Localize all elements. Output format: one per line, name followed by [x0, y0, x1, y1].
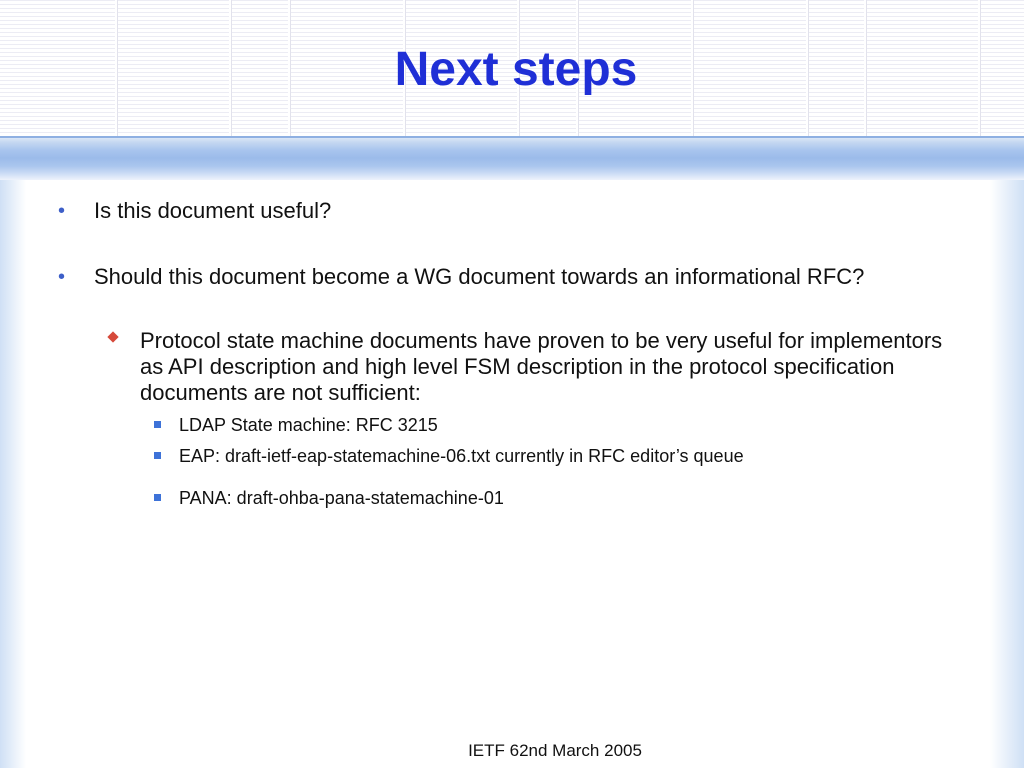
sub-bullet-text: Protocol state machine documents have proven to be very useful for implementors as API description and high level FSM description in the protocol specification documents are not sufficient:	[140, 328, 943, 405]
bullet-item	[58, 264, 934, 290]
sub-sub-bullet-text: PANA: draft-ohba-pana-statemachine-01	[179, 488, 504, 508]
slide-title: Next steps	[394, 43, 638, 96]
bullet-text: Should this document become a WG document towards an informational RFC?	[94, 264, 865, 289]
sub-sub-bullet-text: EAP: draft-ietf-eap-statemachine-06.txt currently in RFC editor’s queue	[179, 446, 744, 466]
bullet-item	[58, 198, 934, 224]
slide-footer: IETF 62nd March 2005	[468, 741, 642, 760]
bullet-text: Is this document useful?	[94, 198, 332, 223]
dot-bullet-icon: •	[58, 200, 66, 222]
sub-sub-bullet-item	[179, 487, 959, 509]
square-bullet-icon	[154, 421, 161, 428]
sub-sub-bullet-text: LDAP State machine: RFC 3215	[179, 415, 438, 435]
sub-bullet-item	[140, 328, 960, 406]
sub-sub-bullet-item	[179, 445, 959, 467]
diamond-bullet-icon	[107, 331, 118, 342]
sub-sub-bullet-item	[179, 414, 959, 436]
dot-bullet-icon: •	[58, 266, 66, 288]
square-bullet-icon	[154, 494, 161, 501]
square-bullet-icon	[154, 452, 161, 459]
